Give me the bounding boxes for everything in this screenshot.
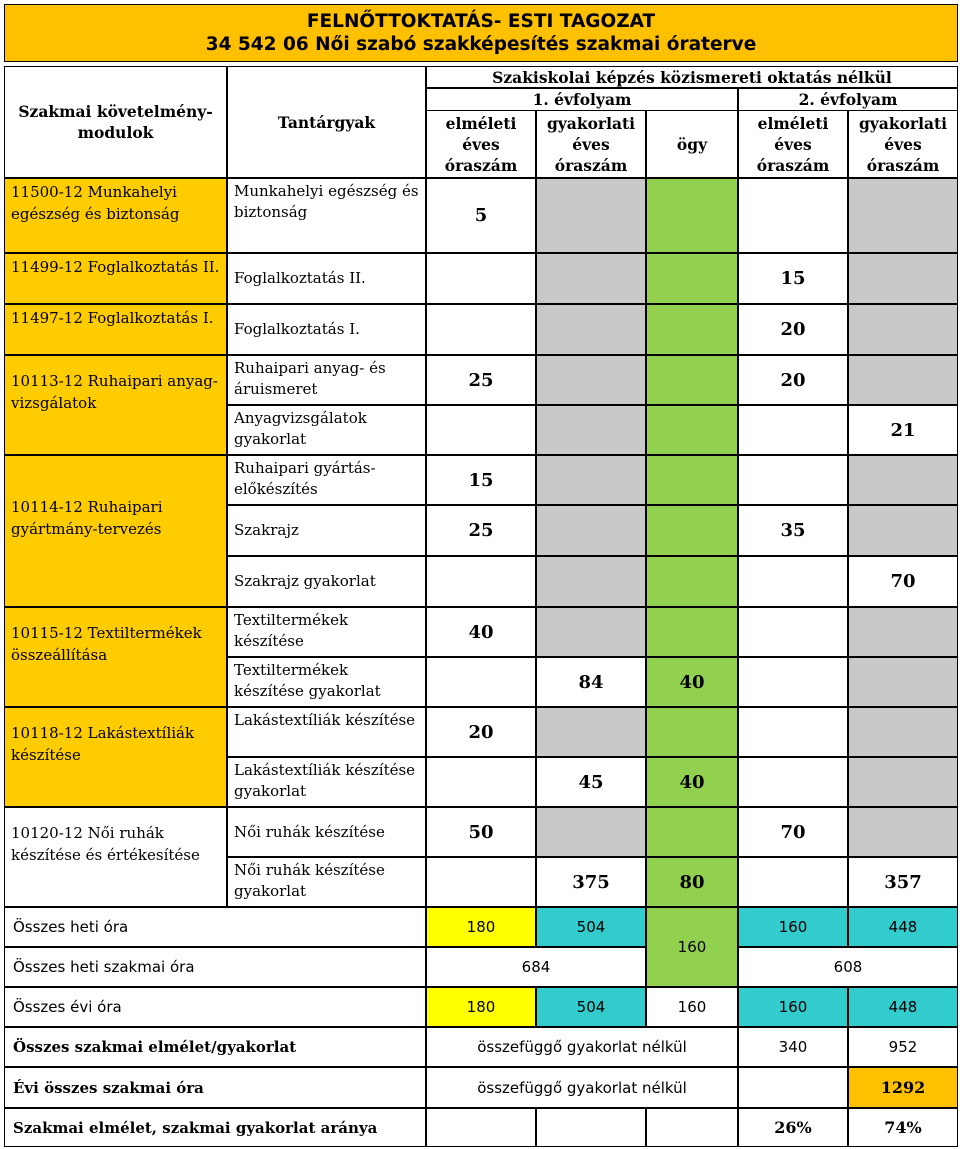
cell-empty bbox=[848, 355, 958, 405]
cell-ogy bbox=[646, 178, 738, 253]
cell-empty bbox=[738, 757, 848, 807]
yearly-practice-2: 448 bbox=[848, 987, 958, 1027]
subject-5: Anyagvizsgálatok gyakorlat bbox=[227, 405, 426, 455]
cell-practice-2 bbox=[848, 455, 958, 505]
module-1: 11500-12 Munkahelyi egészség és biztonság bbox=[4, 178, 227, 253]
value-r3_t2: 20 bbox=[738, 355, 848, 405]
subject-2: Foglalkoztatás II. bbox=[227, 253, 426, 304]
theory-total: 340 bbox=[738, 1027, 848, 1067]
cell-empty bbox=[426, 1108, 536, 1147]
cell-practice-1 bbox=[536, 807, 646, 857]
value-r12_t1: 50 bbox=[426, 807, 536, 857]
cell-ogy bbox=[646, 807, 738, 857]
weekly-ogy: 160 bbox=[646, 907, 738, 987]
ratio-theory: 26% bbox=[738, 1108, 848, 1147]
practice-total: 952 bbox=[848, 1027, 958, 1067]
subject-12: Lakástextíliák készítése gyakorlat bbox=[227, 757, 426, 807]
yearly-theory-1: 180 bbox=[426, 987, 536, 1027]
cell-empty bbox=[738, 657, 848, 707]
weekly-theory-1: 180 bbox=[426, 907, 536, 947]
header-practice-2: gyakorlati éves óraszám bbox=[848, 110, 958, 178]
cell-empty bbox=[536, 1108, 646, 1147]
cell-practice-1 bbox=[536, 505, 646, 556]
subject-6: Ruhaipari gyártás-előkészítés bbox=[227, 455, 426, 505]
cell-empty bbox=[426, 253, 536, 304]
value-r3_t1: 25 bbox=[426, 355, 536, 405]
cell-ogy bbox=[646, 405, 738, 455]
subject-14: Női ruhák készítése gyakorlat bbox=[227, 857, 426, 907]
header-theory-1: elméleti éves óraszám bbox=[426, 110, 536, 178]
module-3: 11497-12 Foglalkoztatás I. bbox=[4, 304, 227, 355]
cell-practice-1 bbox=[536, 455, 646, 505]
cell-practice-2 bbox=[848, 757, 958, 807]
yearly-practice-1: 504 bbox=[536, 987, 646, 1027]
cell-ogy bbox=[646, 355, 738, 405]
value-r11_og: 40 bbox=[646, 757, 738, 807]
without-practice-2: összefüggő gyakorlat nélkül bbox=[426, 1067, 738, 1108]
cell-empty bbox=[738, 857, 848, 907]
weekly-prof-year-2: 608 bbox=[738, 947, 958, 987]
cell-empty bbox=[738, 1067, 848, 1108]
weekly-practice-1: 504 bbox=[536, 907, 646, 947]
cell-empty bbox=[738, 405, 848, 455]
value-r5_t1: 15 bbox=[426, 455, 536, 505]
cell-empty bbox=[738, 455, 848, 505]
cell-practice-2 bbox=[848, 304, 958, 355]
subject-3: Foglalkoztatás I. bbox=[227, 304, 426, 355]
module-6: 10115-12 Textiltermékek összeállítása bbox=[4, 607, 227, 707]
cell-practice-2 bbox=[848, 707, 958, 757]
subject-7: Szakrajz bbox=[227, 505, 426, 556]
cell-practice-1 bbox=[536, 556, 646, 607]
yearly-ogy: 160 bbox=[646, 987, 738, 1027]
value-r0_t1: 5 bbox=[426, 178, 536, 253]
weekly-hours-label: Összes heti óra bbox=[4, 907, 426, 947]
subject-9: Textiltermékek készítése bbox=[227, 607, 426, 657]
header-modules: Szakmai követelmény-modulok bbox=[4, 66, 227, 178]
cell-practice-1 bbox=[536, 355, 646, 405]
header-subjects: Tantárgyak bbox=[227, 66, 426, 178]
header-training: Szakiskolai képzés közismereti oktatás nélkül bbox=[426, 66, 958, 88]
value-r6_t1: 25 bbox=[426, 505, 536, 556]
value-r9_og: 40 bbox=[646, 657, 738, 707]
value-r13_og: 80 bbox=[646, 857, 738, 907]
value-r4_p2: 21 bbox=[848, 405, 958, 455]
header-practice-1: gyakorlati éves óraszám bbox=[536, 110, 646, 178]
cell-empty bbox=[426, 857, 536, 907]
weekly-prof-year-1: 684 bbox=[426, 947, 646, 987]
subject-1: Munkahelyi egészség és biztonság bbox=[227, 178, 426, 253]
value-r12_t2: 70 bbox=[738, 807, 848, 857]
subject-4: Ruhaipari anyag- és áruismeret bbox=[227, 355, 426, 405]
value-r8_t1: 40 bbox=[426, 607, 536, 657]
yearly-theory-2: 160 bbox=[738, 987, 848, 1027]
header-theory-2: elméleti éves óraszám bbox=[738, 110, 848, 178]
module-5: 10114-12 Ruhaipari gyártmány-tervezés bbox=[4, 455, 227, 607]
value-r13_p2: 357 bbox=[848, 857, 958, 907]
module-7: 10118-12 Lakástextíliák készítése bbox=[4, 707, 227, 807]
yearly-prof-total: 1292 bbox=[848, 1067, 958, 1108]
ratio-practice: 74% bbox=[848, 1108, 958, 1147]
ratio-label: Szakmai elmélet, szakmai gyakorlat aránya bbox=[4, 1108, 426, 1147]
cell-empty bbox=[738, 556, 848, 607]
cell-practice-2 bbox=[848, 807, 958, 857]
theory-practice-label: Összes szakmai elmélet/gyakorlat bbox=[4, 1027, 426, 1067]
cell-practice-1 bbox=[536, 253, 646, 304]
cell-practice-2 bbox=[848, 178, 958, 253]
yearly-prof-label: Évi összes szakmai óra bbox=[4, 1067, 426, 1108]
weekly-prof-label: Összes heti szakmai óra bbox=[4, 947, 426, 987]
weekly-theory-2: 160 bbox=[738, 907, 848, 947]
cell-ogy bbox=[646, 253, 738, 304]
cell-theory-2 bbox=[738, 178, 848, 253]
cell-empty bbox=[426, 657, 536, 707]
module-4: 10113-12 Ruhaipari anyag-vizsgálatok bbox=[4, 355, 227, 455]
cell-empty bbox=[426, 304, 536, 355]
cell-empty bbox=[738, 707, 848, 757]
cell-empty bbox=[738, 607, 848, 657]
page-title bbox=[4, 4, 958, 62]
cell-practice-2 bbox=[848, 253, 958, 304]
value-r11_p1: 45 bbox=[536, 757, 646, 807]
value-r6_t2: 35 bbox=[738, 505, 848, 556]
value-r10_t1: 20 bbox=[426, 707, 536, 757]
subject-10: Textiltermékek készítése gyakorlat bbox=[227, 657, 426, 707]
value-r7_p2: 70 bbox=[848, 556, 958, 607]
cell-practice-2 bbox=[848, 505, 958, 556]
subject-13: Női ruhák készítése bbox=[227, 807, 426, 857]
cell-empty bbox=[426, 757, 536, 807]
header-year-2: 2. évfolyam bbox=[738, 88, 958, 110]
cell-ogy bbox=[646, 304, 738, 355]
cell-ogy bbox=[646, 556, 738, 607]
header-ogy: ögy bbox=[646, 110, 738, 178]
value-r9_p1: 84 bbox=[536, 657, 646, 707]
cell-empty bbox=[426, 556, 536, 607]
cell-empty bbox=[426, 405, 536, 455]
cell-ogy bbox=[646, 505, 738, 556]
cell-empty bbox=[646, 1108, 738, 1147]
cell-practice-1 bbox=[536, 607, 646, 657]
value-r2_t2: 20 bbox=[738, 304, 848, 355]
cell-practice-1 bbox=[536, 707, 646, 757]
title-line-2: 34 542 06 Női szabó szakképesítés szakmai óraterve bbox=[205, 34, 757, 55]
cell-practice-2 bbox=[848, 657, 958, 707]
cell-ogy bbox=[646, 607, 738, 657]
without-practice-1: összefüggő gyakorlat nélkül bbox=[426, 1027, 738, 1067]
header-year-1: 1. évfolyam bbox=[426, 88, 738, 110]
cell-practice-1 bbox=[536, 304, 646, 355]
subject-11: Lakástextíliák készítése bbox=[227, 707, 426, 757]
value-r1_t2: 15 bbox=[738, 253, 848, 304]
cell-practice-2 bbox=[848, 607, 958, 657]
yearly-hours-label: Összes évi óra bbox=[4, 987, 426, 1027]
weekly-practice-2: 448 bbox=[848, 907, 958, 947]
cell-practice-1 bbox=[536, 405, 646, 455]
module-2: 11499-12 Foglalkoztatás II. bbox=[4, 253, 227, 304]
subject-8: Szakrajz gyakorlat bbox=[227, 556, 426, 607]
cell-ogy bbox=[646, 455, 738, 505]
title-line-1: FELNŐTTOKTATÁS- ESTI TAGOZAT bbox=[306, 11, 656, 32]
cell-ogy bbox=[646, 707, 738, 757]
module-8: 10120-12 Női ruhák készítése és értékesítése bbox=[4, 807, 227, 907]
value-r13_p1: 375 bbox=[536, 857, 646, 907]
cell-practice-1 bbox=[536, 178, 646, 253]
